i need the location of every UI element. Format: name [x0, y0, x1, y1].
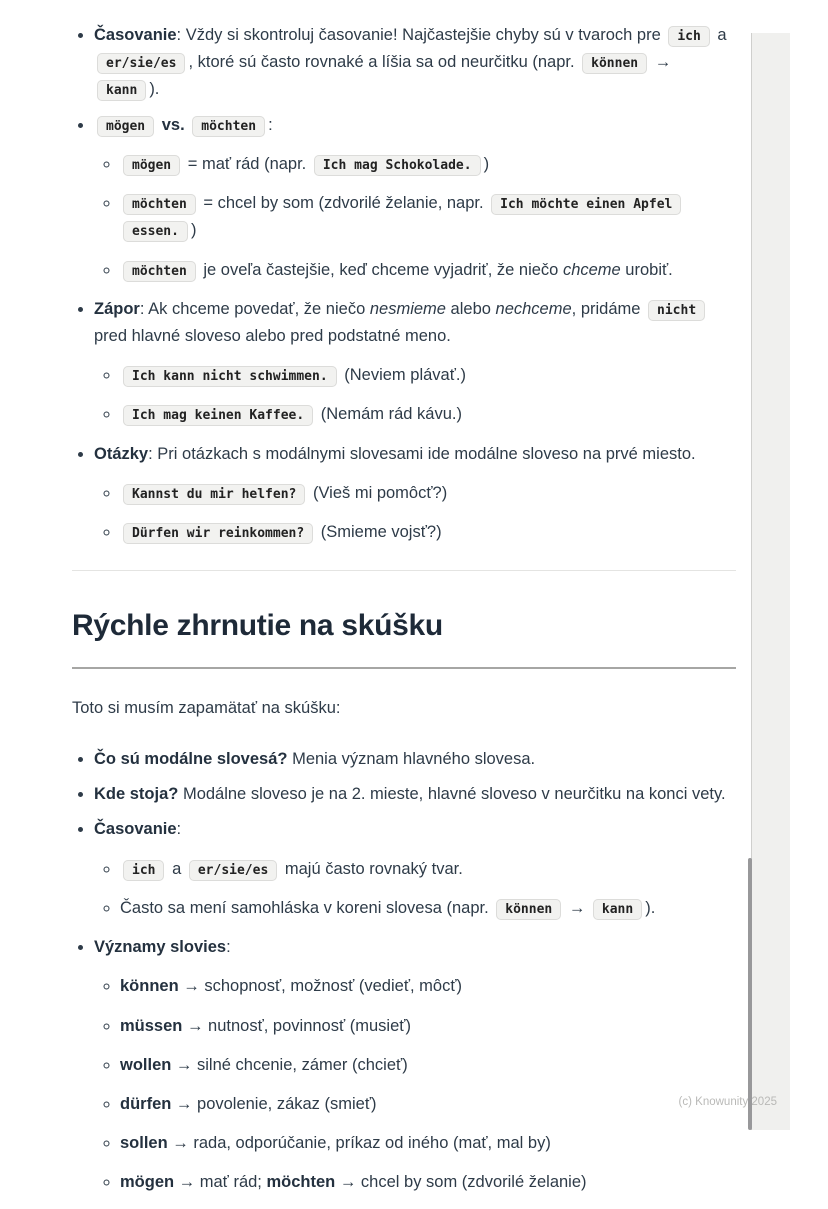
- bold-text: Významy slovies: [94, 938, 227, 957]
- scrollbar-thumb[interactable]: [748, 858, 752, 1130]
- bold-text: Časovanie: [94, 820, 177, 839]
- text-run: ): [190, 221, 197, 240]
- italic-text: chceme: [562, 260, 621, 279]
- bullet-list: [72, 22, 736, 546]
- sub-bullet-list: [94, 856, 736, 922]
- text-run: Toto si musím zapamätať na skúšku:: [72, 698, 341, 717]
- bold-text: Zápor: [94, 299, 140, 318]
- sub-list-item: [120, 1169, 736, 1196]
- list-item: [94, 22, 736, 104]
- text-run: majú často rovnaký tvar.: [280, 859, 463, 878]
- text-run: →: [650, 53, 672, 72]
- text-run: : Ak chceme povedať, že niečo: [139, 299, 370, 318]
- inline-code: Dürfen wir reinkommen?: [123, 523, 313, 544]
- sub-list-item: [120, 401, 736, 428]
- bold-text: Čo sú modálne slovesá?: [94, 750, 288, 768]
- inline-code: ich: [668, 26, 709, 47]
- bold-text: vs.: [161, 115, 185, 134]
- text-run: →: [564, 898, 590, 917]
- text-run: alebo: [445, 299, 496, 318]
- inline-code: er/sie/es: [97, 53, 185, 74]
- bold-text: dürfen: [120, 1094, 172, 1113]
- text-run: → silné chcenie, zámer (chcieť): [171, 1055, 408, 1074]
- text-run: (Smieme vojsť?): [316, 523, 442, 542]
- text-run: → schopnosť, možnosť (vedieť, môcť): [178, 977, 463, 996]
- bold-text: Otázky: [94, 444, 149, 463]
- list-item: [94, 112, 736, 284]
- text-run: urobiť.: [620, 260, 673, 279]
- sub-list-item: [120, 480, 736, 507]
- section-heading: Rýchle zhrnutie na skúšku: [72, 601, 736, 669]
- italic-text: nechceme: [495, 299, 572, 318]
- sub-list-item: [120, 1091, 736, 1118]
- bold-text: mögen: [120, 1173, 175, 1192]
- text-run: :: [268, 115, 273, 134]
- text-run: ): [483, 154, 490, 173]
- bullet-list: [72, 746, 736, 1197]
- list-item: [94, 934, 736, 1197]
- text-run: : Vždy si skontroluj časovanie! Najčastejšie chyby sú v tvaroch pre: [176, 26, 666, 44]
- sub-list-item: [120, 856, 736, 883]
- inline-code: möchten: [123, 194, 196, 215]
- bold-text: Kde stoja?: [94, 785, 179, 804]
- text-run: = chcel by som (zdvorilé želanie, napr.: [198, 194, 489, 213]
- sub-list-item: [120, 257, 736, 284]
- inline-code: ich: [123, 860, 164, 881]
- bold-text: müssen: [120, 1016, 183, 1035]
- list-item: [94, 441, 736, 547]
- text-run: → mať rád;: [174, 1173, 267, 1192]
- sub-list-item: [120, 1013, 736, 1040]
- text-run: Modálne sloveso je na 2. mieste, hlavné sloveso v neurčitku na konci vety.: [178, 785, 726, 804]
- notes-content: [72, 14, 736, 1209]
- text-run: : Pri otázkach s modálnymi slovesami ide modálne sloveso na prvé miesto.: [148, 444, 696, 463]
- inline-code: Kannst du mir helfen?: [123, 484, 305, 505]
- sub-list-item: [120, 362, 736, 389]
- text-run: pred hlavné sloveso alebo pred podstatné meno.: [94, 326, 451, 345]
- inline-code: können: [496, 899, 561, 920]
- text-run: [185, 116, 190, 134]
- section-divider: [72, 570, 736, 571]
- sub-list-item: [120, 1130, 736, 1157]
- text-run: (Neviem plávať.): [339, 366, 466, 385]
- list-item: [94, 746, 736, 773]
- text-run: → chcel by som (zdvorilé želanie): [335, 1173, 587, 1192]
- watermark: (c) Knowunity 2025: [678, 1096, 777, 1108]
- bold-text: möchten: [266, 1173, 336, 1192]
- list-item: [94, 816, 736, 922]
- sub-list-item: [120, 1052, 736, 1079]
- sub-bullet-list: [94, 362, 736, 428]
- inline-code: nicht: [648, 300, 705, 321]
- text-run: → povolenie, zákaz (smieť): [171, 1094, 377, 1113]
- text-run: → rada, odporúčanie, príkaz od iného (mať, mal by): [167, 1134, 551, 1153]
- inline-code: Ich mag keinen Kaffee.: [123, 405, 313, 426]
- text-run: , pridáme: [571, 299, 646, 318]
- inline-code: mögen: [97, 116, 154, 137]
- list-item: [94, 296, 736, 429]
- bold-text: sollen: [120, 1134, 168, 1153]
- bold-text: Časovanie: [94, 26, 177, 44]
- scrollbar-track[interactable]: [751, 33, 790, 1130]
- text-run: → nutnosť, povinnosť (musieť): [182, 1016, 411, 1035]
- inline-code: möchten: [192, 116, 265, 137]
- text-run: = mať rád (napr.: [183, 154, 311, 173]
- sub-list-item: [120, 895, 736, 922]
- sub-list-item: [120, 973, 736, 1000]
- text-run: a: [712, 26, 727, 44]
- text-run: ).: [645, 898, 656, 917]
- inline-code: Ich mag Schokolade.: [314, 155, 481, 176]
- sub-bullet-list: [94, 151, 736, 284]
- text-run: (Vieš mi pomôcť?): [308, 483, 448, 502]
- inline-code: kann: [593, 899, 642, 920]
- inline-code: können: [582, 53, 647, 74]
- inline-code: Ich möchte einen Apfel essen.: [123, 194, 681, 242]
- text-run: je oveľa častejšie, keď chceme vyjadriť, že niečo: [198, 260, 563, 279]
- inline-code: kann: [97, 80, 146, 101]
- text-run: (Nemám rád kávu.): [316, 405, 462, 424]
- bold-text: wollen: [120, 1055, 172, 1074]
- inline-code: er/sie/es: [189, 860, 277, 881]
- inline-code: mögen: [123, 155, 180, 176]
- italic-text: nesmieme: [369, 299, 446, 318]
- bold-text: können: [120, 977, 179, 996]
- text-run: a: [167, 859, 186, 878]
- text-run: ).: [149, 80, 160, 99]
- sub-list-item: [120, 190, 736, 244]
- sub-list-item: [120, 519, 736, 546]
- text-run: , ktoré sú často rovnaké a líšia sa od neurčitku (napr.: [188, 53, 580, 72]
- text-run: Menia význam hlavného slovesa.: [287, 750, 536, 768]
- inline-code: Ich kann nicht schwimmen.: [123, 366, 337, 387]
- text-run: :: [226, 938, 231, 957]
- paragraph: [72, 695, 736, 722]
- inline-code: möchten: [123, 261, 196, 282]
- sub-bullet-list: [94, 973, 736, 1196]
- sub-bullet-list: [94, 480, 736, 546]
- sub-list-item: [120, 151, 736, 178]
- text-run: Často sa mení samohláska v koreni slovesa (napr.: [120, 898, 494, 917]
- list-item: [94, 781, 736, 808]
- text-run: :: [176, 820, 182, 839]
